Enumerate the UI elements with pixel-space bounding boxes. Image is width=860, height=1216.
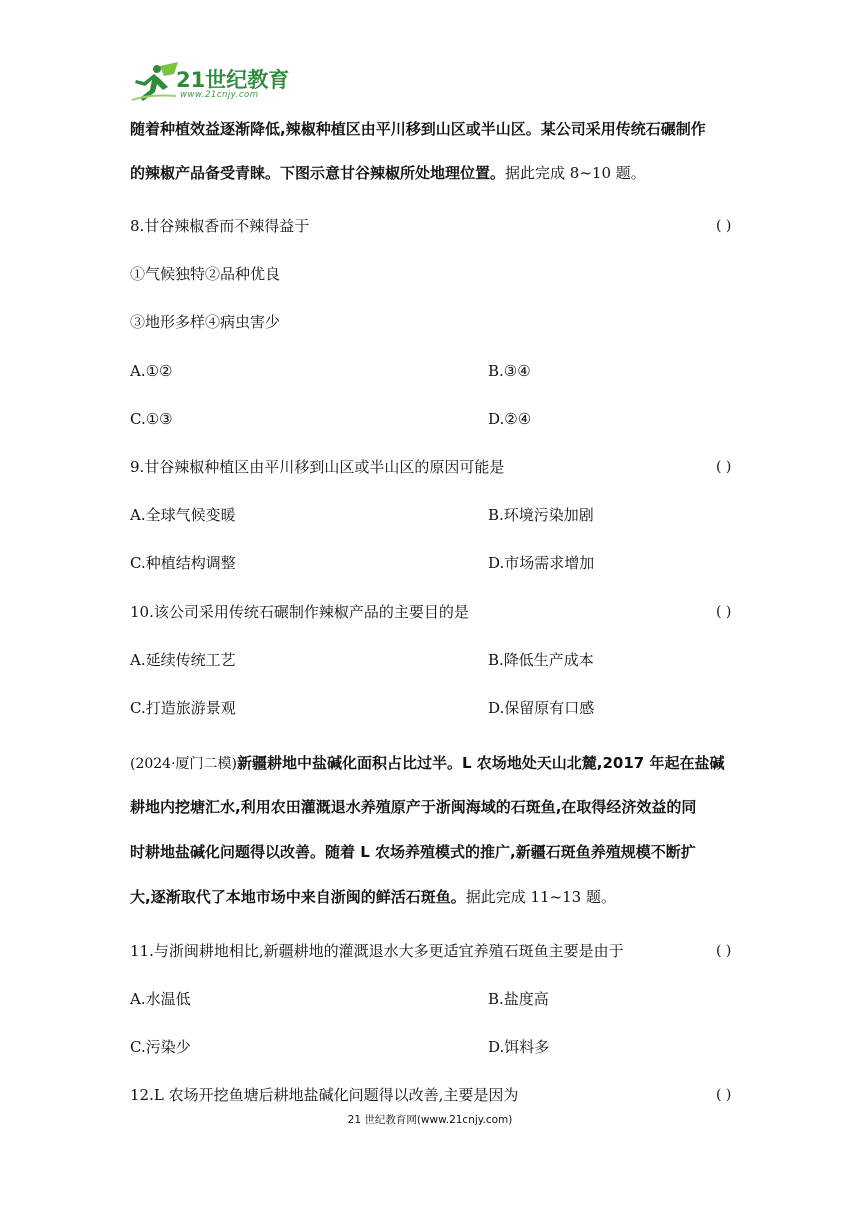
question-8-answer-blank: ( ) xyxy=(716,218,732,234)
passage-2-line-4-bold: 大,逐渐取代了本地市场中来自浙闽的鲜活石斑鱼。 xyxy=(130,888,466,906)
logo-url-text: www.21cnjy.com xyxy=(180,90,259,100)
question-9-option-c: C.种植结构调整 xyxy=(130,554,236,572)
passage-2-line-2: 耕地内挖塘汇水,利用农田灌溉退水养殖原产于浙闽海域的石斑鱼,在取得经济效益的同 xyxy=(130,798,697,816)
question-8-option-c: C.①③ xyxy=(130,410,173,428)
question-8-item-1: ①气候独特②品种优良 xyxy=(130,265,281,283)
question-10-option-a: A.延续传统工艺 xyxy=(130,651,236,669)
question-9-answer-blank: ( ) xyxy=(716,459,732,475)
question-11-option-c: C.污染少 xyxy=(130,1038,191,1056)
question-11-option-b: B.盐度高 xyxy=(488,990,549,1008)
intro-line-2-bold: 的辣椒产品备受青睐。下图示意甘谷辣椒所处地理位置。 xyxy=(130,164,506,182)
question-11-answer-blank: ( ) xyxy=(716,943,732,959)
question-10-stem: 10.该公司采用传统石碾制作辣椒产品的主要目的是 xyxy=(130,603,469,621)
question-8-stem: 8.甘谷辣椒香而不辣得益于 xyxy=(130,217,310,235)
question-8-option-a: A.①② xyxy=(130,362,173,380)
question-9-stem: 9.甘谷辣椒种植区由平川移到山区或半山区的原因可能是 xyxy=(130,458,505,476)
intro-line-2-normal: 据此完成 8~10 题。 xyxy=(505,164,646,182)
passage-2-source: (2024·厦门二模) xyxy=(130,756,238,772)
question-8-option-d: D.②④ xyxy=(488,410,532,428)
intro-line-2 xyxy=(130,163,646,183)
question-11-option-d: D.饵料多 xyxy=(488,1038,550,1056)
passage-2-line-1 xyxy=(130,753,724,774)
question-9-option-a: A.全球气候变暖 xyxy=(130,506,236,524)
logo-brand-text: 21世纪教育 xyxy=(176,68,290,92)
page-footer: 21 世纪教育网(www.21cnjy.com) xyxy=(347,1114,513,1126)
question-10-option-b: B.降低生产成本 xyxy=(488,651,594,669)
question-12-answer-blank: ( ) xyxy=(716,1087,732,1103)
passage-2-line-3: 时耕地盐碱化问题得以改善。随着 L 农场养殖模式的推广,新疆石斑鱼养殖规模不断扩 xyxy=(130,843,696,861)
question-8-item-2: ③地形多样④病虫害少 xyxy=(130,313,281,331)
question-10-answer-blank: ( ) xyxy=(716,604,732,620)
question-12-stem: 12.L 农场开挖鱼塘后耕地盐碱化问题得以改善,主要是因为 xyxy=(130,1086,519,1104)
question-11-option-a: A.水温低 xyxy=(130,990,191,1008)
question-10-option-c: C.打造旅游景观 xyxy=(130,699,236,717)
question-10-option-d: D.保留原有口感 xyxy=(488,699,595,717)
runner-logo-icon xyxy=(130,60,180,104)
passage-2-line-4-normal: 据此完成 11~13 题。 xyxy=(465,888,616,906)
intro-line-1: 随着种植效益逐渐降低,辣椒种植区由平川移到山区或半山区。某公司采用传统石碾制作 xyxy=(130,120,706,138)
passage-2-line-1-text: 新疆耕地中盐碱化面积占比过半。L 农场地处天山北麓,2017 年起在盐碱 xyxy=(237,754,725,772)
question-8-option-b: B.③④ xyxy=(488,362,531,380)
question-11-stem: 11.与浙闽耕地相比,新疆耕地的灌溉退水大多更适宜养殖石斑鱼主要是由于 xyxy=(130,942,624,960)
passage-2-line-4 xyxy=(130,887,616,907)
question-9-option-b: B.环境污染加剧 xyxy=(488,506,594,524)
site-logo xyxy=(130,60,300,104)
question-9-option-d: D.市场需求增加 xyxy=(488,554,595,572)
